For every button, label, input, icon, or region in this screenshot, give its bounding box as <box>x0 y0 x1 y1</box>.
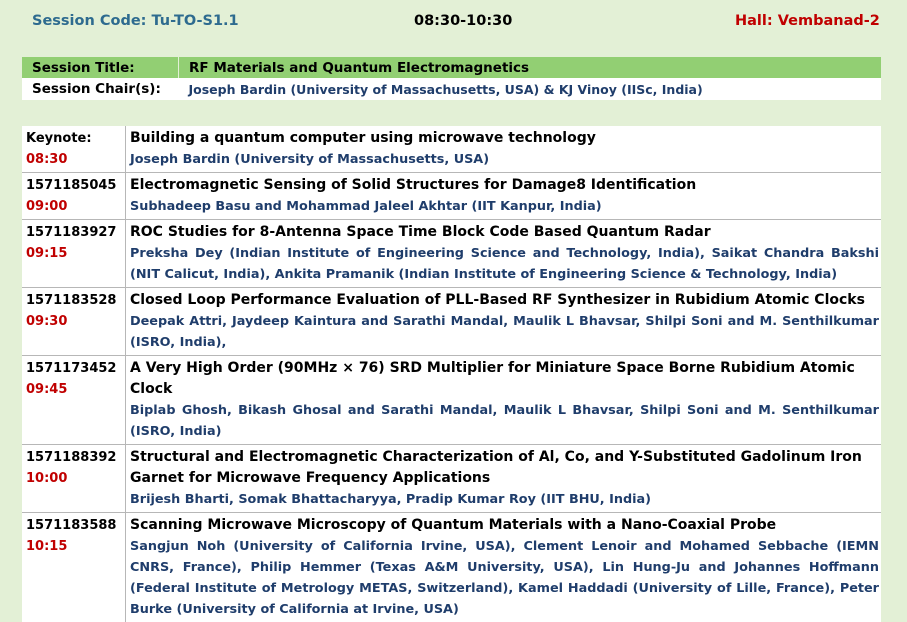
paper-row <box>22 126 881 173</box>
paper-details-cell <box>126 220 882 288</box>
session-title: RF Materials and Quantum Electromagnetics <box>179 57 882 78</box>
paper-id-cell <box>22 126 126 173</box>
paper-title: Building a quantum computer using microwave technology <box>130 128 881 149</box>
paper-authors: Brijesh Bharti, Somak Bhattacharyya, Pradip Kumar Roy (IIT BHU, India) <box>130 489 881 510</box>
paper-title: Closed Loop Performance Evaluation of PLL-Based RF Synthesizer in Rubidium Atomic Clocks <box>130 290 881 311</box>
paper-row <box>22 513 881 622</box>
session-hall: Hall: Vembanad-2 <box>735 13 880 29</box>
paper-id: 1571183927 <box>26 225 116 240</box>
session-chair-row <box>22 78 881 100</box>
paper-details-cell <box>126 126 882 173</box>
paper-id: 1571188392 <box>26 450 116 465</box>
paper-id-cell <box>22 288 126 356</box>
paper-title: Electromagnetic Sensing of Solid Structures for Damage8 Identification <box>130 175 881 196</box>
paper-title: A Very High Order (90MHz × 76) SRD Multiplier for Miniature Space Borne Rubidium Atomic Clock <box>130 358 881 400</box>
paper-time: 10:00 <box>26 468 125 489</box>
paper-id: 1571183588 <box>26 518 116 533</box>
paper-id-cell <box>22 173 126 220</box>
paper-id: Keynote: <box>26 131 92 146</box>
paper-id-cell <box>22 220 126 288</box>
session-title-label: Session Title: <box>22 57 179 78</box>
session-chair-label: Session Chair(s): <box>22 78 179 100</box>
paper-authors: Preksha Dey (Indian Institute of Engineering Science and Technology, India), Saikat Chandra Bakshi (NIT Calicut, India), Ankita Pramanik (Indian Institute of Engineering Science & Technology, India) <box>130 243 881 285</box>
paper-title: ROC Studies for 8-Antenna Space Time Block Code Based Quantum Radar <box>130 222 881 243</box>
paper-row <box>22 173 881 220</box>
paper-id-cell <box>22 445 126 513</box>
paper-id: 1571173452 <box>26 361 116 376</box>
paper-row <box>22 288 881 356</box>
paper-authors: Joseph Bardin (University of Massachusetts, USA) <box>130 149 881 170</box>
paper-id-cell <box>22 356 126 445</box>
paper-row <box>22 220 881 288</box>
session-title-row <box>22 57 881 78</box>
paper-time: 09:15 <box>26 243 125 264</box>
paper-time: 08:30 <box>26 149 125 170</box>
paper-details-cell <box>126 173 882 220</box>
paper-time: 09:00 <box>26 196 125 217</box>
paper-authors: Subhadeep Basu and Mohammad Jaleel Akhtar (IIT Kanpur, India) <box>130 196 881 217</box>
paper-details-cell <box>126 513 882 622</box>
paper-details-cell <box>126 445 882 513</box>
papers-table <box>22 126 881 622</box>
paper-id: 1571183528 <box>26 293 116 308</box>
session-info-table <box>22 57 881 100</box>
paper-authors: Biplab Ghosh, Bikash Ghosal and Sarathi Mandal, Maulik L Bhavsar, Shilpi Soni and M. Senthilkumar (ISRO, India) <box>130 400 881 442</box>
paper-details-cell <box>126 288 882 356</box>
paper-row <box>22 445 881 513</box>
session-code: Session Code: Tu-TO-S1.1 <box>32 13 239 29</box>
paper-title: Scanning Microwave Microscopy of Quantum Materials with a Nano-Coaxial Probe <box>130 515 881 536</box>
paper-title: Structural and Electromagnetic Characterization of Al, Co, and Y-Substituted Gadolinum Iron Garnet for Microwave Frequency Applications <box>130 447 881 489</box>
paper-time: 09:45 <box>26 379 125 400</box>
paper-authors: Deepak Attri, Jaydeep Kaintura and Sarathi Mandal, Maulik L Bhavsar, Shilpi Soni and M. Senthilkumar (ISRO, India), <box>130 311 881 353</box>
paper-row <box>22 356 881 445</box>
paper-details-cell <box>126 356 882 445</box>
paper-id: 1571185045 <box>26 178 116 193</box>
paper-time: 09:30 <box>26 311 125 332</box>
session-chair: Joseph Bardin (University of Massachusetts, USA) & KJ Vinoy (IISc, India) <box>179 78 882 100</box>
paper-time: 10:15 <box>26 536 125 557</box>
session-time: 08:30-10:30 <box>414 13 512 29</box>
paper-authors: Sangjun Noh (University of California Irvine, USA), Clement Lenoir and Mohamed Sebbache (IEMN CNRS, France), Philip Hemmer (Texas A&M University, USA), Lin Hung-Ju and Johannes Hoffmann (Federal Institute of Metrology METAS, Switzerland), Kamel Haddadi (University of Lille, France), Peter Burke (University of California at Irvine, USA) <box>130 536 881 620</box>
paper-id-cell <box>22 513 126 622</box>
